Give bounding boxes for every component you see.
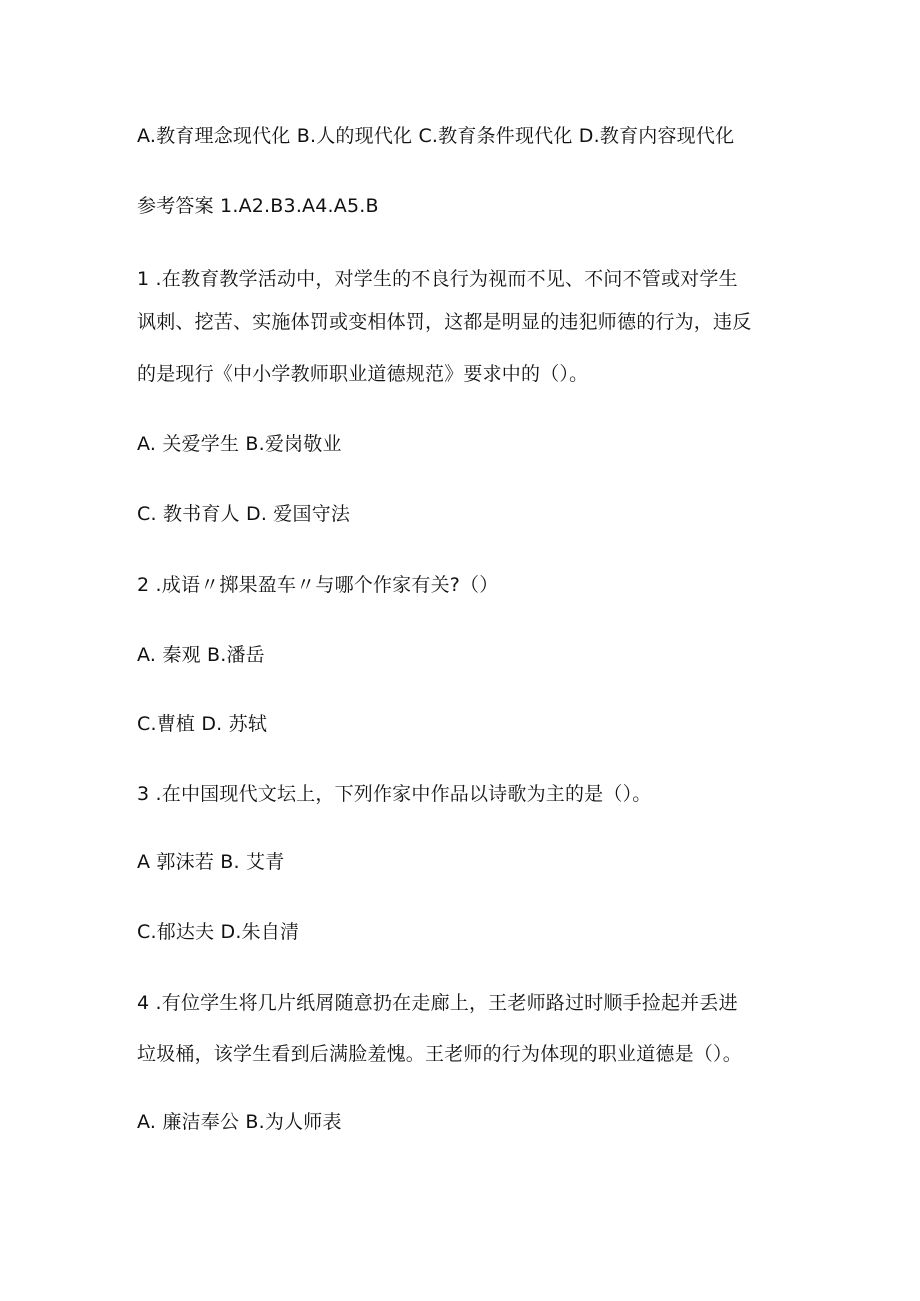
answer-key: 参考答案 1.A2.B3.A4.A5.B: [137, 195, 379, 217]
question-4-line-1: 4 .有位学生将几片纸屑随意扔在走廊上，王老师路过时顺手捡起并丢进: [137, 992, 738, 1014]
question-4-options-ab: A. 廉洁奉公 B.为人师表: [137, 1111, 342, 1133]
question-3: 3 .在中国现代文坛上，下列作家中作品以诗歌为主的是（）。: [137, 783, 652, 805]
question-2-options-ab: A. 秦观 B.潘岳: [137, 644, 265, 666]
question-2: 2 .成语〃掷果盈车〃与哪个作家有关?（）: [137, 574, 499, 596]
question-1-options-cd: C. 教书育人 D. 爱国守法: [137, 503, 351, 525]
question-2-options-cd: C.曹植 D. 苏轼: [137, 713, 268, 735]
previous-question-options: A.教育理念现代化 B.人的现代化 C.教育条件现代化 D.教育内容现代化: [137, 125, 735, 147]
question-1-line-2: 讽刺、挖苦、实施体罚或变相体罚，这都是明显的违犯师德的行为，违反: [137, 311, 752, 333]
question-4-line-2: 垃圾桶，该学生看到后满脸羞愧。王老师的行为体现的职业道德是（）。: [137, 1043, 742, 1065]
question-1-line-1: 1 .在教育教学活动中，对学生的不良行为视而不见、不问不管或对学生: [137, 268, 738, 290]
question-3-options-cd: C.郁达夫 D.朱自清: [137, 921, 300, 943]
question-3-options-ab: A 郭沫若 B. 艾青: [137, 851, 285, 873]
question-1-options-ab: A. 关爱学生 B.爱岗敬业: [137, 433, 342, 455]
question-1-line-3: 的是现行《中小学教师职业道德规范》要求中的（）。: [137, 363, 589, 385]
